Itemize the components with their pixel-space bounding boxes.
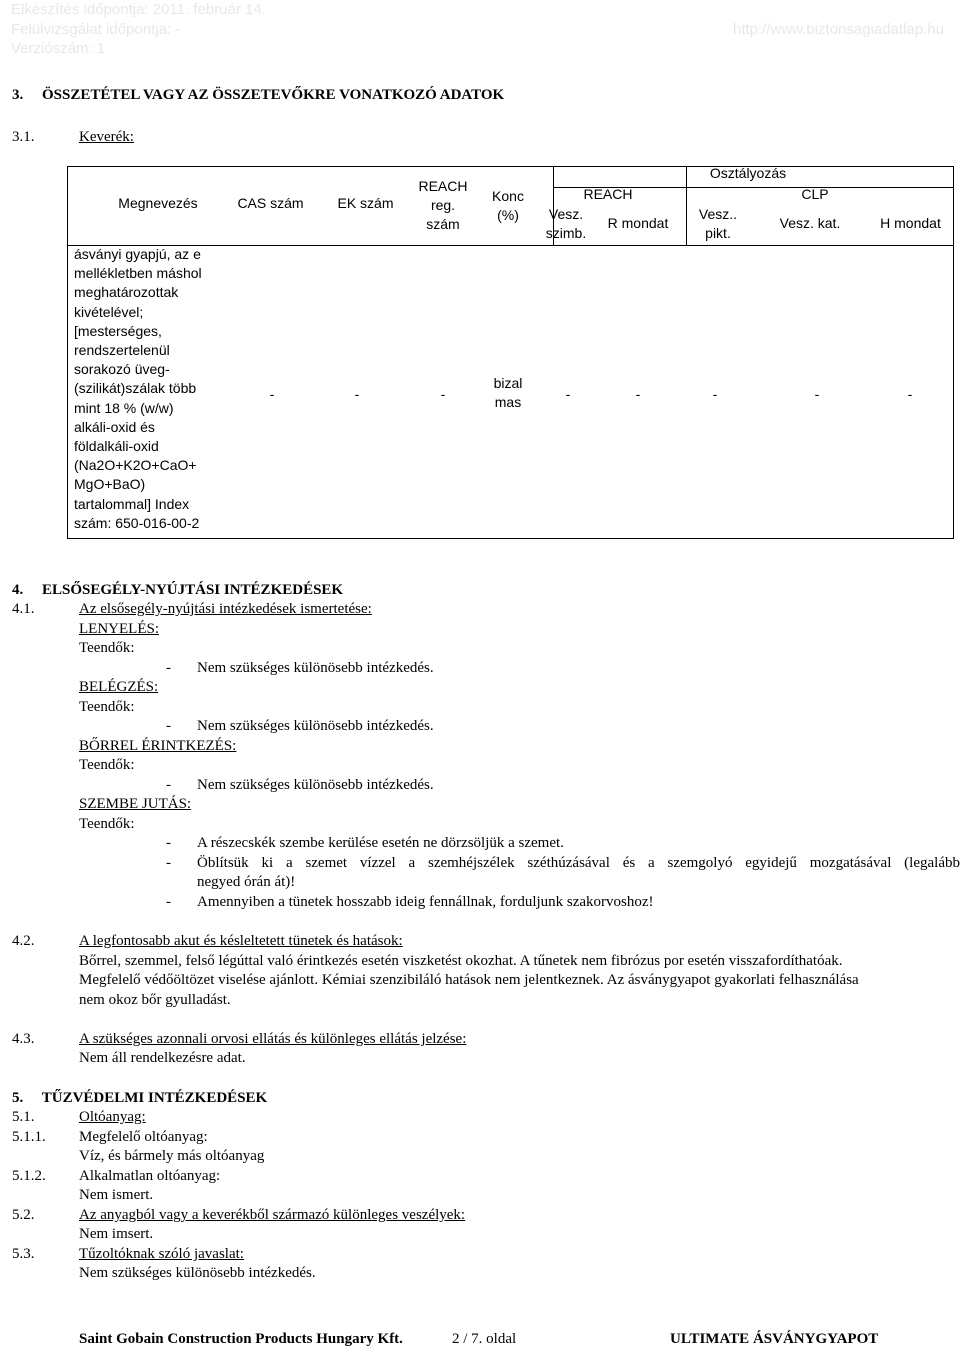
section5-1-2-title: Alkalmatlan oltóanyag: xyxy=(79,1168,221,1184)
col-header-r-mondat: R mondat xyxy=(607,215,669,231)
ingestion-actions-label: Teendők: xyxy=(79,640,135,656)
cell-vesz-kat: - xyxy=(814,386,820,402)
composition-table xyxy=(67,166,954,539)
inhalation-action: Nem szükséges különösebb intézkedés. xyxy=(197,718,434,734)
section5-3-title: Tűzoltóknak szóló javaslat: xyxy=(79,1246,244,1262)
footer-page-number: 2 / 7. oldal xyxy=(452,1331,517,1347)
col-header-osztalyozas: Osztályozás xyxy=(709,165,787,181)
section5-1-2-text: Nem ismert. xyxy=(79,1187,154,1203)
section5-3-number: 5.3. xyxy=(12,1246,35,1262)
mixture-name: ásványi gyapjú, az e mellékletben máshol meghatározottak kivételével; [mesterséges, rendszertelenül sorakozó üveg- (szilikát)szálak több mint 18 % (w/w) alkáli-oxid és földalkáli-oxid (Na2O+K2O+CaO+ MgO+BaO) tartalommal] Index szám: 650-016-00-2 xyxy=(74,246,202,531)
header-url-link[interactable]: http://www.biztonsagiadatlap.hu xyxy=(733,21,944,38)
col-header-name: Megnevezés xyxy=(118,195,198,211)
section4-3-text: Nem áll rendelkezésre adat. xyxy=(79,1050,246,1066)
bullet-dash: - xyxy=(166,718,171,734)
table-divider xyxy=(686,167,687,245)
section3-1-number: 3.1. xyxy=(12,129,35,145)
section4-1-number: 4.1. xyxy=(12,601,35,617)
bullet-dash: - xyxy=(166,777,171,793)
cell-reach-reg: - xyxy=(440,386,446,402)
footer-product: ULTIMATE ÁSVÁNYGYAPOT xyxy=(670,1331,879,1347)
section3-1-title: Keverék: xyxy=(79,129,134,145)
section5-title: 5. TŰZVÉDELMI INTÉZKEDÉSEK xyxy=(12,1090,268,1106)
header-created: Elkészítés időpontja: 2011. február 14. xyxy=(11,1,266,18)
eye-action-3: Amennyiben a tünetek hosszabb ideig fennállnak, forduljunk szakorvoshoz! xyxy=(197,894,654,910)
cell-ek: - xyxy=(354,386,360,402)
cell-r-mondat: - xyxy=(635,386,641,402)
header-revised: Felülvizsgálat időpontja: - xyxy=(11,21,181,38)
section4-2-number: 4.2. xyxy=(12,933,35,949)
bullet-dash: - xyxy=(166,660,171,676)
footer-company: Saint Gobain Construction Products Hungary Kft. xyxy=(79,1331,403,1347)
cell-konc: bizal mas xyxy=(493,375,523,410)
section5-3-text: Nem szükséges különösebb intézkedés. xyxy=(79,1265,316,1281)
section5-1-number: 5.1. xyxy=(12,1109,35,1125)
inhalation-actions-label: Teendők: xyxy=(79,699,135,715)
section4-3-title: A szükséges azonnali orvosi ellátás és különleges ellátás jelzése: xyxy=(79,1031,467,1047)
skin-actions-label: Teendők: xyxy=(79,757,135,773)
skin-action: Nem szükséges különösebb intézkedés. xyxy=(197,777,434,793)
col-header-reach: REACH xyxy=(583,186,633,202)
section5-2-text: Nem imsert. xyxy=(79,1226,154,1242)
col-header-cas: CAS szám xyxy=(237,195,304,211)
col-header-h-mondat: H mondat xyxy=(880,215,941,231)
col-header-vesz-kat: Vesz. kat. xyxy=(779,215,841,231)
ingestion-heading: LENYELÉS: xyxy=(79,621,159,637)
section4-2-title: A legfontosabb akut és késleltetett tünetek és hatások: xyxy=(79,933,403,949)
cell-vesz-szimb: - xyxy=(565,386,571,402)
skin-contact-heading: BŐRREL ÉRINTKEZÉS: xyxy=(79,738,237,754)
section5-1-1-number: 5.1.1. xyxy=(12,1129,46,1145)
section4-2-text-1: Bőrrel, szemmel, felső légúttal való érintkezés esetén viszketést okozhat. A tűnetek nem fibrózus por esetén visszafordíthatóak. xyxy=(79,953,843,969)
section5-2-title: Az anyagból vagy a keverékből származó különleges veszélyek: xyxy=(79,1207,466,1223)
inhalation-heading: BELÉGZÉS: xyxy=(79,679,159,695)
section5-1-1-text: Víz, és bármely más oltóanyag xyxy=(79,1148,265,1164)
section4-1-title: Az elsősegély-nyújtási intézkedések ismertetése: xyxy=(79,601,372,617)
section5-1-title: Oltóanyag: xyxy=(79,1109,146,1125)
section5-2-number: 5.2. xyxy=(12,1207,35,1223)
section5-1-1-title: Megfelelő oltóanyag: xyxy=(79,1129,208,1145)
section4-3-number: 4.3. xyxy=(12,1031,35,1047)
section4-title: 4. ELSŐSEGÉLY-NYÚJTÁSI INTÉZKEDÉSEK xyxy=(12,582,344,598)
col-header-konc: Konc (%) xyxy=(492,188,524,223)
bullet-dash: - xyxy=(166,835,171,851)
section5-1-2-number: 5.1.2. xyxy=(12,1168,46,1184)
eye-action-1: A részecskék szembe kerülése esetén ne dörzsöljük a szemet. xyxy=(197,835,564,851)
section3-title: 3. ÖSSZETÉTEL VAGY AZ ÖSSZETEVŐKRE VONATKOZÓ ADATOK xyxy=(12,87,505,103)
bullet-dash: - xyxy=(166,894,171,910)
ingestion-action: Nem szükséges különösebb intézkedés. xyxy=(197,660,434,676)
col-header-vesz-szimb: Vesz. szimb. xyxy=(545,206,587,241)
eye-contact-heading: SZEMBE JUTÁS: xyxy=(79,796,192,812)
col-header-clp: CLP xyxy=(801,186,829,202)
section4-2-text-3: nem okoz bőr gyulladást. xyxy=(79,992,231,1008)
cell-cas: - xyxy=(269,386,275,402)
col-header-reach-reg: REACH reg. szám xyxy=(418,178,468,232)
eye-action-2-cont: negyed órán át)! xyxy=(197,874,296,890)
eye-actions-label: Teendők: xyxy=(79,816,135,832)
header-version: Verziószám: 1 xyxy=(11,40,106,57)
section4-2-text-2: Megfelelő védőöltözet viselése ajánlott. Kémiai szenzibiláló hatások nem jelentkeznek. Az ásványgyapot gyakorlati felhasználása xyxy=(79,972,859,988)
col-header-vesz-pikt: Vesz.. pikt. xyxy=(698,206,738,241)
eye-action-2: Öblítsük ki a szemet vízzel a szemhéjszélek széthúzásával és a szemgolyó egyidejű mozgatásával (legalább xyxy=(197,855,960,871)
cell-h-mondat: - xyxy=(907,386,913,402)
col-header-ek: EK szám xyxy=(337,195,394,211)
bullet-dash: - xyxy=(166,855,171,871)
cell-vesz-pikt: - xyxy=(712,386,718,402)
